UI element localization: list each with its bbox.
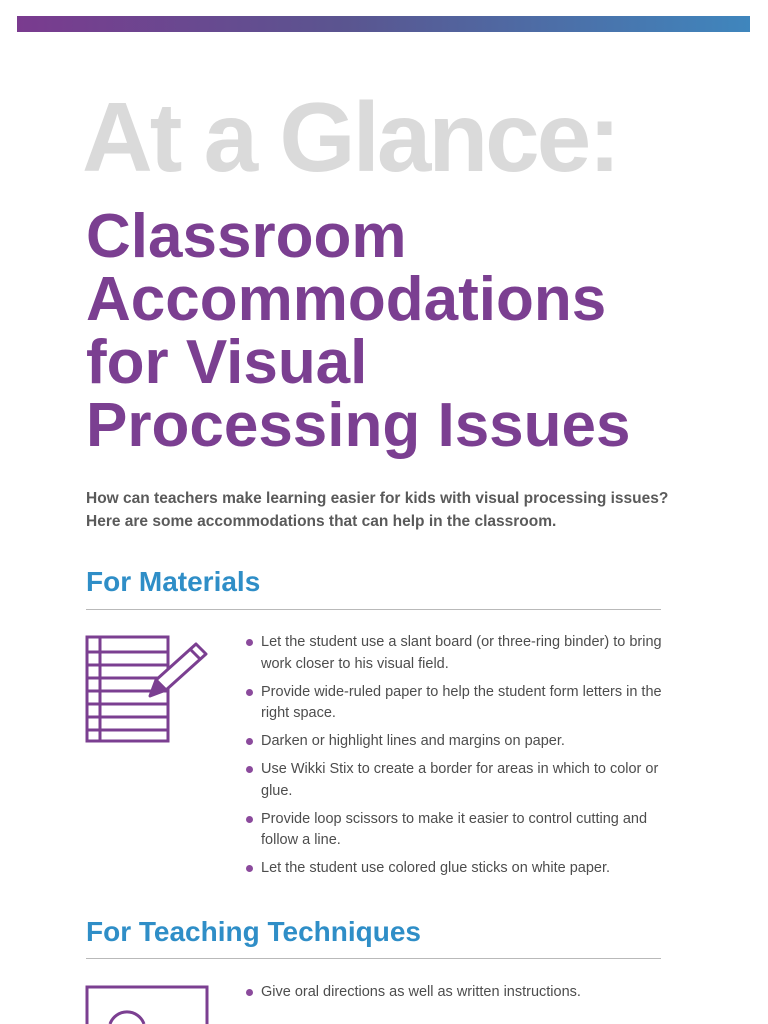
list-item-text: Let the student use colored glue sticks on white paper. — [261, 860, 611, 876]
bullet-dot — [246, 689, 253, 696]
bullet-dot — [246, 865, 253, 872]
teaching-list — [245, 982, 665, 1010]
section-divider — [86, 958, 661, 959]
intro-paragraph: How can teachers make learning easier for kids with visual processing issues? Here are some accommodations that can help in the classroom. — [86, 490, 669, 530]
list-item-text: Use Wikki Stix to create a border for areas in which to color or glue. — [261, 761, 659, 799]
bullet-dot — [246, 639, 253, 646]
bullet-dot — [246, 816, 253, 823]
list-item-text: Let the student use a slant board (or three-ring binder) to bring work closer to his visual field. — [261, 634, 662, 672]
paper-and-pencil-icon — [84, 634, 210, 744]
list-item-text: Provide loop scissors to make it easier to control cutting and follow a line. — [261, 810, 648, 848]
bullet-dot — [246, 738, 253, 745]
teaching-board-icon — [84, 984, 210, 1024]
list-item — [245, 682, 665, 725]
list-item — [245, 809, 665, 852]
bullet-dot — [246, 766, 253, 773]
list-item — [245, 759, 665, 802]
bullet-dot — [246, 989, 253, 996]
page-title — [86, 202, 726, 460]
title-line: Accommodations — [86, 265, 607, 334]
title-line: for Visual — [86, 328, 368, 397]
list-item-text: Darken or highlight lines and margins on paper. — [261, 733, 565, 749]
title-line: Classroom — [86, 202, 407, 271]
supertitle: At a Glance: — [82, 82, 618, 192]
list-item-text: Give oral directions as well as written instructions. — [261, 984, 581, 1000]
list-item — [245, 858, 665, 880]
section-divider — [86, 609, 661, 610]
title-line: Processing Issues — [86, 391, 631, 460]
materials-list — [245, 632, 665, 886]
section-heading-materials: For Materials — [86, 566, 261, 597]
section-heading-teaching: For Teaching Techniques — [86, 916, 422, 947]
list-item — [245, 731, 665, 753]
list-item — [245, 982, 665, 1004]
list-item-text: Provide wide-ruled paper to help the student form letters in the right space. — [261, 683, 662, 721]
list-item — [245, 632, 665, 675]
top-gradient-bar — [17, 16, 750, 32]
